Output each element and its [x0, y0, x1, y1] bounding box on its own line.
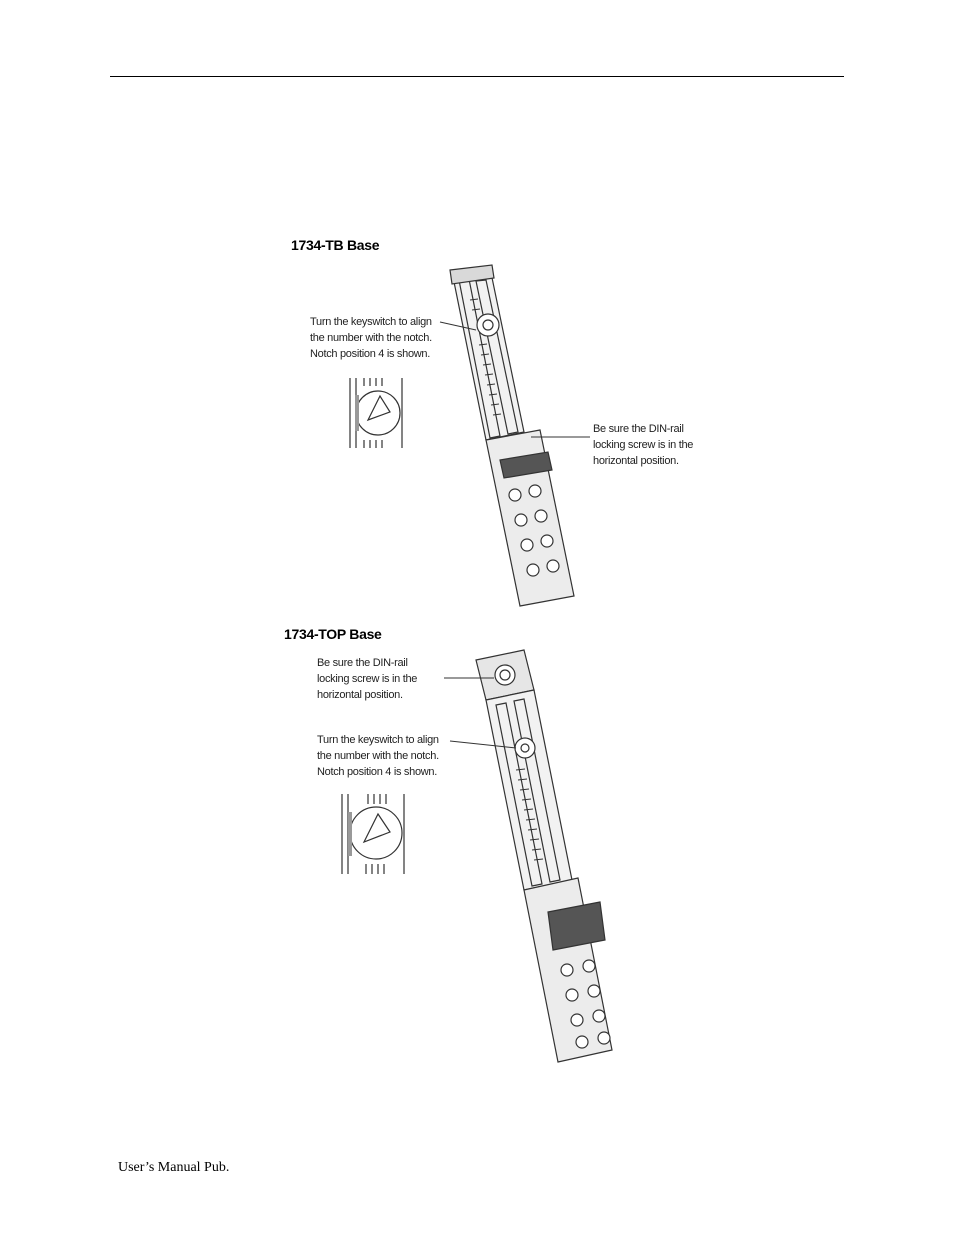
- tb-base-module-illustration: [440, 265, 590, 606]
- footer-publication: User’s Manual Pub.: [118, 1160, 230, 1175]
- tb-keyswitch-detail: [348, 378, 406, 448]
- callout-din-rail-top: Be sure the DIN-rail locking screw is in the horizontal position.: [317, 657, 418, 701]
- top-keyswitch-detail: [342, 794, 404, 874]
- figure-title-tb: 1734-TB Base: [291, 237, 380, 253]
- top-base-module-illustration: [444, 650, 612, 1062]
- callout-keyswitch-tb: Turn the keyswitch to align the number with the notch. Notch position 4 is shown.: [310, 316, 432, 360]
- callout-din-rail-tb: Be sure the DIN-rail locking screw is in the horizontal position.: [593, 423, 694, 467]
- callout-keyswitch-top: Turn the keyswitch to align the number with the notch. Notch position 4 is shown.: [317, 734, 439, 778]
- figure-title-top: 1734-TOP Base: [284, 626, 382, 642]
